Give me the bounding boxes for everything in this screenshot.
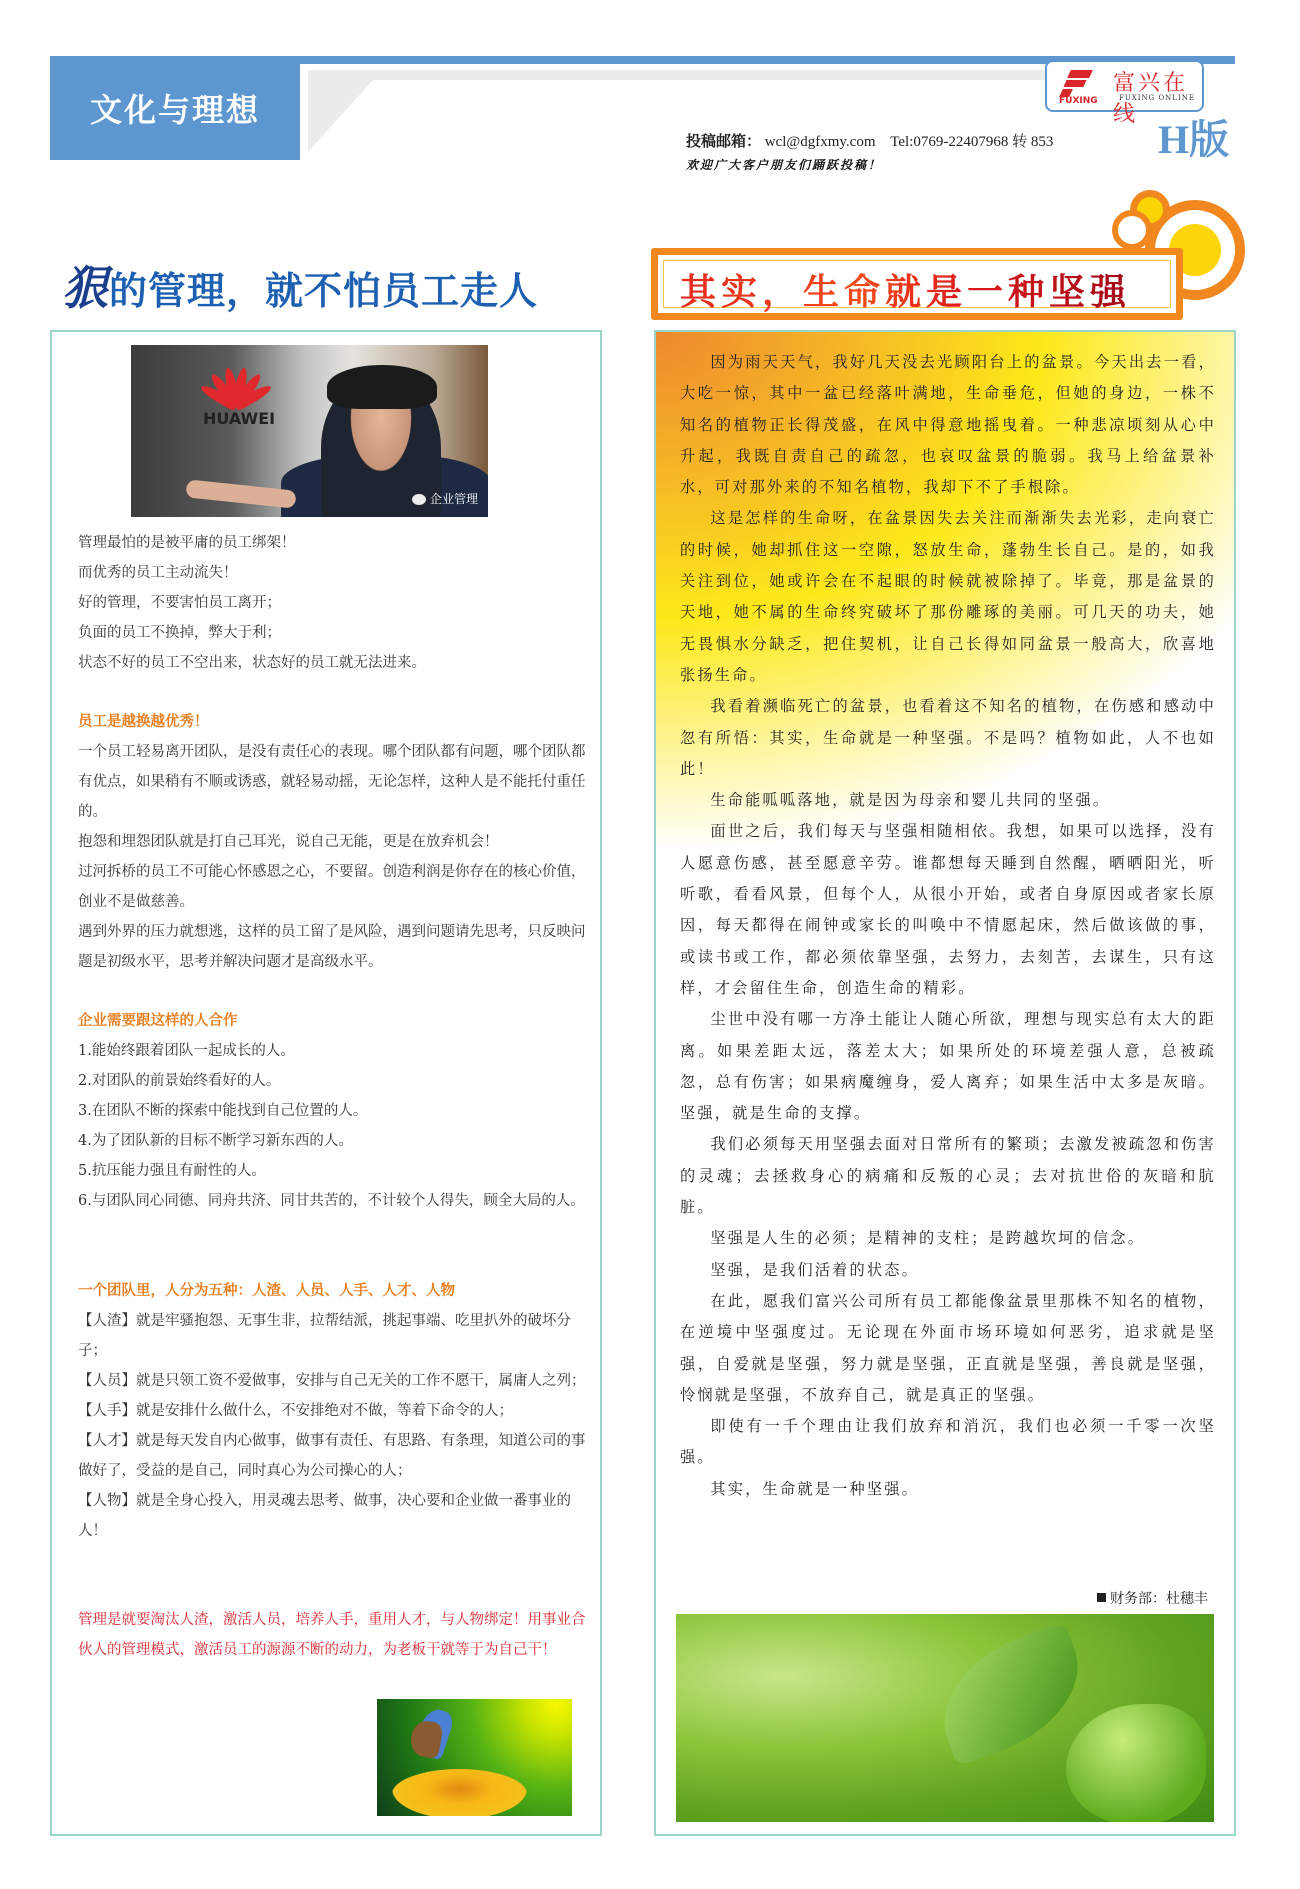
body-paragraph: 其实，生命就是一种坚强。 xyxy=(710,1479,920,1498)
section-1-paragraph: 过河拆桥的员工不可能心怀感恩之心，不要留。创造利润是你存在的核心价值，创业不是做慈善。 xyxy=(78,864,586,910)
intro-line: 好的管理，不要害怕员工离开； xyxy=(78,595,281,611)
section-2 xyxy=(78,1006,586,1216)
section-1-paragraph: 一个员工轻易离开团队，是没有责任心的表现。哪个团队都有问题，哪个团队都有优点，如果稍有不顺或诱惑，就轻易动摇，无论怎样，这种人是不能托付重任的。 xyxy=(78,744,586,820)
contact-email[interactable]: wcl@dgfxmy.com xyxy=(764,134,876,150)
butterfly-photo xyxy=(377,1699,572,1816)
body-paragraph: 因为雨天天气，我好几天没去光顾阳台上的盆景。今天出去一看，大吃一惊，其中一盆已经落叶满地，生命垂危，但她的身边，一株不知名的植物正长得茂盛，在风中得意地摇曳着。一种悲凉顷刻从心中升起，我既自责自己的疏忽，也哀叹盆景的脆弱。我马上给盆景补水，可对那外来的不知名植物，我却下不了手根除。 xyxy=(680,353,1216,497)
header-grey-strip xyxy=(308,70,1108,80)
section-3-item: 【人手】就是安排什么做什么，不安排绝对不做，等着下命令的人； xyxy=(78,1403,513,1419)
section-3 xyxy=(78,1276,586,1546)
right-article-body xyxy=(680,347,1216,1505)
section-1 xyxy=(78,707,586,977)
logo-chinese: 富兴在线 xyxy=(1113,71,1189,127)
flower-shape xyxy=(392,1769,527,1816)
right-article-title-box xyxy=(651,248,1183,320)
square-bullet-icon xyxy=(1097,1593,1106,1602)
intro-line: 管理最怕的是被平庸的员工绑架！ xyxy=(78,535,296,551)
intro-block xyxy=(78,528,586,678)
huawei-photo xyxy=(131,345,488,517)
image-caption: 企业管理 xyxy=(412,490,478,507)
body-paragraph: 坚强是人生的必须；是精神的支柱；是跨越坎坷的信念。 xyxy=(710,1229,1146,1248)
body-paragraph: 我们必须每天用坚强去面对日常所有的繁琐；去激发被疏忽和伤害的灵魂；去拯救身心的病痛和反叛的心灵；去对抗世俗的灰暗和肮脏。 xyxy=(680,1135,1216,1217)
body-paragraph: 这是怎样的生命呀，在盆景因失去关注而渐渐失去光彩，走向衰亡的时候，她却抓住这一空隙，怒放生命，蓬勃生长自己。是的，如我关注到位，她或许会在不起眼的时候就被除掉了。毕竟，那是盆景的天地，她不属的生命终究破坏了那份雕琢的美丽。可几天的功夫，她无畏惧水分缺乏，把住契机，让自己长得如同盆景一般高大，欣喜地张扬生命。 xyxy=(680,509,1216,684)
contact-ext: 转 853 xyxy=(1012,134,1054,150)
section-tab xyxy=(50,56,300,160)
section-3-item: 【人渣】就是牢骚抱怨、无事生非，拉帮结派，挑起事端、吃里扒外的破坏分子； xyxy=(78,1313,571,1359)
person-hair xyxy=(327,365,437,409)
title-calligraphy-char: 狠 xyxy=(62,261,109,315)
header-grey-triangle xyxy=(308,70,382,152)
section-2-heading: 企业需要跟这样的人合作 xyxy=(78,1012,238,1029)
section-3-item: 【人物】就是全身心投入，用灵魂去思考、做事，决心要和企业做一番事业的人！ xyxy=(78,1493,571,1539)
body-paragraph: 生命能呱呱落地，就是因为母亲和婴儿共同的坚强。 xyxy=(710,791,1111,810)
logo-mark-text: FUXING xyxy=(1059,96,1098,106)
contact-line xyxy=(686,130,1053,151)
body-paragraph: 即使有一千个理由让我们放弃和消沉，我们也必须一千零一次坚强。 xyxy=(680,1417,1216,1467)
welcome-text: 欢迎广大客户朋友们踊跃投稿！ xyxy=(686,158,883,172)
logo-english: FUXING ONLINE xyxy=(1119,94,1195,102)
sprout-photo xyxy=(676,1614,1214,1822)
body-paragraph: 面世之后，我们每天与坚强相随相依。我想，如果可以选择，没有人愿意伤感，甚至愿意辛劳。谁都想每天睡到自然醒，晒晒阳光，听听歌，看看风景，但每个人，从很小开始，或者自身原因或者家长原因，每天都得在闹钟或家长的叫唤中不情愿起床，然后做该做的事，或读书或工作，都必须依靠坚强，去努力，去刻苦，去谋生，只有这样，才会留住生命，创造生命的精彩。 xyxy=(680,822,1216,997)
title-rest: 的管理，就不怕员工走人 xyxy=(109,269,539,313)
section-2-item: 4.为了团队新的目标不断学习新东西的人。 xyxy=(78,1133,353,1149)
intro-line: 负面的员工不换掉，弊大于利； xyxy=(78,625,281,641)
left-article-title xyxy=(62,252,538,318)
right-article-title: 其实，生命就是一种坚强 xyxy=(680,264,1131,315)
section-2-item: 1.能始终跟着团队一起成长的人。 xyxy=(78,1043,295,1059)
section-3-item: 【人员】就是只领工资不爱做事，安排与自己无关的工作不愿干，属庸人之列； xyxy=(78,1373,586,1389)
huawei-logo-text: HUAWEI xyxy=(203,409,276,428)
section-2-item: 2.对团队的前景始终看好的人。 xyxy=(78,1073,281,1089)
section-2-item: 5.抗压能力强且有耐性的人。 xyxy=(78,1163,266,1179)
section-1-paragraph: 遇到外界的压力就想逃，这样的员工留了是风险，遇到问题请先思考，只反映问题是初级水平，思考并解决问题才是高级水平。 xyxy=(78,924,586,970)
body-paragraph: 在此，愿我们富兴公司所有员工都能像盆景里那株不知名的植物，在逆境中坚强度过。无论现在外面市场环境如何恶劣，追求就是坚强，自爱就是坚强，努力就是坚强，正直就是坚强，善良就是坚强，怜悯就是坚强，不放弃自己，就是真正的坚强。 xyxy=(680,1291,1216,1404)
intro-line: 状态不好的员工不空出来，状态好的员工就无法进来。 xyxy=(78,655,426,671)
section-3-item: 【人才】就是每天发自内心做事，做事有责任、有思路、有条理，知道公司的事做好了，受益的是自己，同时真心为公司操心的人； xyxy=(78,1433,586,1479)
section-2-item: 3.在团队不断的探索中能找到自己位置的人。 xyxy=(78,1103,368,1119)
fuxing-logo[interactable] xyxy=(1045,60,1204,127)
contact-tel: Tel:0769-22407968 xyxy=(890,134,1009,150)
conclusion xyxy=(78,1605,586,1665)
body-paragraph: 坚强，是我们活着的状态。 xyxy=(710,1260,920,1279)
byline-text: 财务部：杜穗丰 xyxy=(1110,1591,1208,1607)
body-paragraph: 我看着濒临死亡的盆景，也看着这不知名的植物，在伤感和感动中忽有所悟：其实，生命就是一种坚强。不是吗？植物如此，人不也如此！ xyxy=(680,697,1216,778)
person-hand xyxy=(185,479,296,508)
contact-label: 投稿邮箱： xyxy=(686,134,762,150)
byline xyxy=(1097,1588,1208,1608)
huawei-logo-icon xyxy=(203,359,267,407)
section-2-item: 6.与团队同心同德、同舟共济、同甘共苦的，不计较个人得失，顾全大局的人。 xyxy=(78,1193,585,1209)
section-3-heading: 一个团队里，人分为五种：人渣、人员、人手、人才、人物 xyxy=(78,1282,455,1299)
section-1-heading: 员工是越换越优秀！ xyxy=(78,713,209,730)
fuxing-f-icon xyxy=(1061,70,1091,96)
intro-line: 而优秀的员工主动流失！ xyxy=(78,565,238,581)
edition-label: H版 xyxy=(1158,117,1230,162)
section-title: 文化与理想 xyxy=(89,91,260,129)
body-paragraph: 尘世中没有哪一方净土能让人随心所欲，理想与现实总有太大的距离。如果差距太远，落差太大；如果所处的环境差强人意，总被疏忽，总有伤害；如果病魔缠身，爱人离弃；如果生活中太多是灰暗。坚强，就是生命的支撑。 xyxy=(680,1010,1216,1123)
conclusion-text: 管理是就要淘汰人渣，激活人员，培养人手，重用人才，与人物绑定！用事业合伙人的管理模式，激活员工的源源不断的动力，为老板干就等于为自己干！ xyxy=(78,1612,586,1658)
section-1-paragraph: 抱怨和埋怨团队就是打自己耳光，说自己无能，更是在放弃机会！ xyxy=(78,834,499,850)
wechat-icon xyxy=(412,494,426,505)
seed-shape xyxy=(1066,1704,1206,1822)
